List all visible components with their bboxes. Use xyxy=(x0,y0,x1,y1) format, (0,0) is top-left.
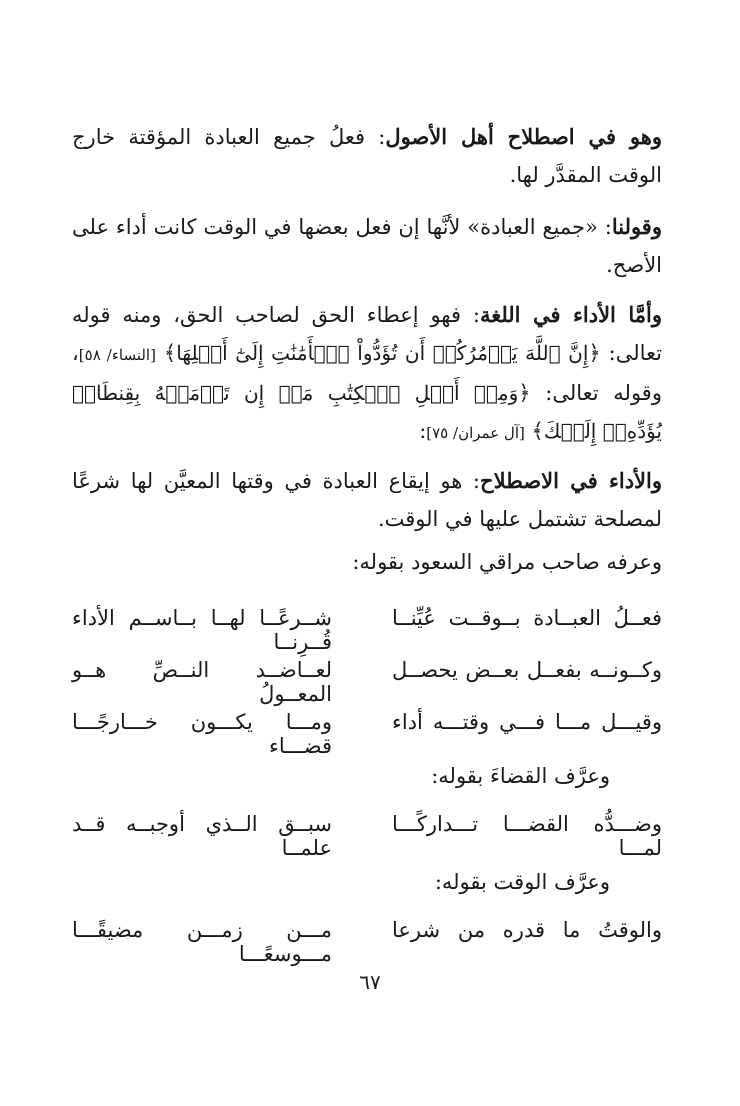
paragraph-ada-term xyxy=(72,462,662,538)
verse-second-hemistich: ومـــا يكـــون خـــارجًـــا قضـــاء xyxy=(72,710,332,758)
verse-row xyxy=(72,606,662,654)
verse-first-hemistich: فعــلُ العبــادة بــوقــت عُيِّنــا xyxy=(392,606,662,630)
verse-first-hemistich: والوقتُ ما قدره من شرعا xyxy=(392,918,662,942)
quran-reference: [آل عمران/ ٧٥] xyxy=(426,424,525,442)
paragraph-body: : فهو إعطاء الحق لصاحب الحق، ومنه قوله تعالى: ﴿ xyxy=(72,303,662,365)
paragraph-qada-definition xyxy=(72,118,662,194)
paragraph-lead: وهو في اصطلاح أهل الأصول xyxy=(385,124,662,149)
verse-second-hemistich: مـــن زمـــن مضيقًـــا مـــوسعًـــا xyxy=(72,918,332,966)
verse-second-hemistich: لعــاضــد النــصِّ هــو المعــولُ xyxy=(72,658,332,706)
paragraph-body: : فعلُ جميع العبادة المؤقتة خارج الوقت المقدَّر لها. xyxy=(72,125,662,187)
verse-second-hemistich: شــرعًــا لهــا بــاســم الأداء قُــرِنــا xyxy=(72,606,332,654)
paragraph-body: : xyxy=(419,419,427,443)
quran-reference: [النساء/ ٥٨] xyxy=(78,346,156,364)
paragraph-lead: وقولنا xyxy=(611,214,662,239)
verse-row xyxy=(72,812,662,860)
verse-first-hemistich: وضـــدُّه القضـــا تـــداركًـــا لمـــا xyxy=(392,812,662,860)
quran-verse: وَمِنۡ أَهۡلِ ٱلۡكِتَٰبِ مَنۡ إِن تَأۡمَنۡهُ بِقِنطَارٖ يُؤَدِّهِۦٓ إِلَيۡكَ xyxy=(72,381,662,443)
qada-intro-line: وعرَّف القضاءَ بقوله: xyxy=(431,764,610,788)
paragraph-body: ﴾ xyxy=(531,419,544,443)
verse-first-hemistich: وقيـــل مـــا فـــي وقتـــه أداء xyxy=(392,710,662,734)
intro-line: وعرفه صاحب مراقي السعود بقوله: xyxy=(352,550,662,574)
paragraph-lead: والأداء في الاصطلاح xyxy=(480,468,662,493)
paragraph-body: ، وقوله تعالى: ﴿ xyxy=(72,341,662,405)
paragraph-body: : «جميع العبادة» لأنَّها إن فعل بعضها في الوقت كانت أداء على الأصح. xyxy=(72,215,662,277)
verse-row xyxy=(72,918,662,966)
quran-verse: إِنَّ ٱللَّهَ يَأۡمُرُكُمۡ أَن تُؤَدُّواْ ٱلۡأَمَٰنَٰتِ إِلَىٰٓ أَهۡلِهَا xyxy=(176,341,589,365)
verse-row xyxy=(72,710,662,758)
waqt-intro-line: وعرَّف الوقت بقوله: xyxy=(434,870,610,894)
paragraph-lead: وأمَّا الأداء في اللغة xyxy=(479,302,662,327)
verse-second-hemistich: سبــق الــذي أوجبــه قــد علمــا xyxy=(72,812,332,860)
verse-first-hemistich: وكــونــه بفعــل بعــض يحصــل xyxy=(392,658,662,682)
paragraph-body: ﴾ xyxy=(163,341,177,365)
paragraph-note xyxy=(72,208,662,284)
paragraph-ada-language xyxy=(72,296,662,452)
verse-row xyxy=(72,658,662,706)
page-number: ٦٧ xyxy=(359,970,381,994)
paragraph-body: : هو إيقاع العبادة في وقتها المعيَّن لها شرعًا لمصلحة تشتمل عليها في الوقت. xyxy=(72,469,662,531)
